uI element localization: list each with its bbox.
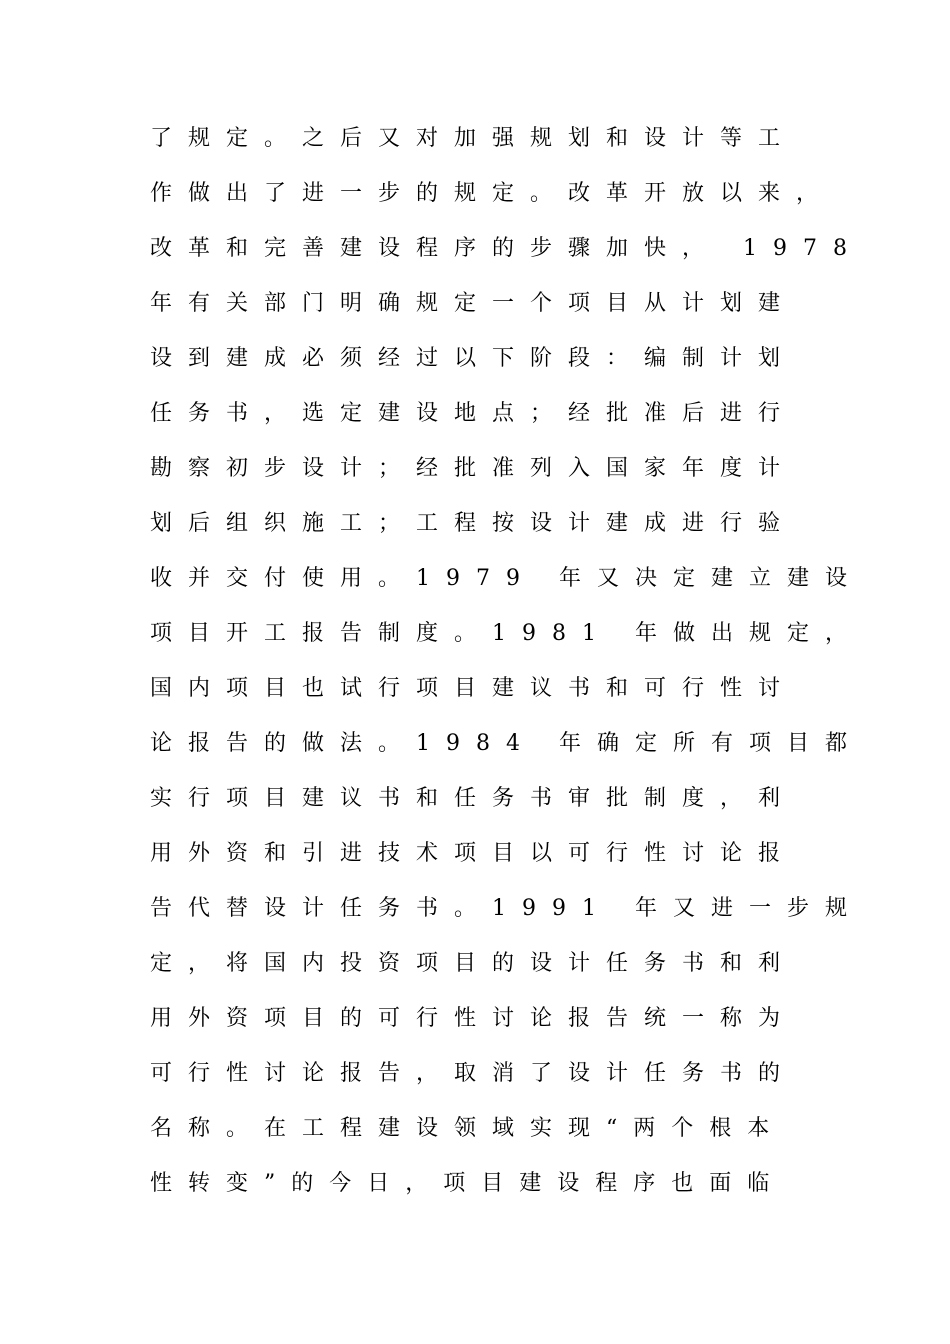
text-line: 实行项目建议书和任务书审批制度，利 bbox=[150, 786, 797, 811]
text-line: 作做出了进一步的规定。改革开放以来， bbox=[150, 181, 835, 206]
text-line: 性转变”的今日，项目建设程序也面临 bbox=[150, 1171, 786, 1196]
text-line: 设到建成必须经过以下阶段：编制计划 bbox=[150, 346, 797, 371]
text-line: 定，将国内投资项目的设计任务书和利 bbox=[150, 951, 797, 976]
text-line: 项目开工报告制度。1981 年做出规定， bbox=[150, 621, 863, 646]
text-line: 年有关部门明确规定一个项目从计划建 bbox=[150, 291, 797, 316]
text-line: 用外资和引进技术项目以可行性讨论报 bbox=[150, 841, 797, 866]
text-line: 国内项目也试行项目建议书和可行性讨 bbox=[150, 676, 797, 701]
text-line: 告代替设计任务书。1991 年又进一步规 bbox=[150, 896, 863, 921]
text-line: 勘察初步设计；经批准列入国家年度计 bbox=[150, 456, 797, 481]
text-line: 用外资项目的可行性讨论报告统一称为 bbox=[150, 1006, 797, 1031]
body-text bbox=[150, 111, 863, 1211]
text-line: 名称。在工程建设领域实现“两个根本 bbox=[150, 1116, 786, 1141]
text-line: 收并交付使用。1979 年又决定建立建设 bbox=[150, 566, 863, 591]
text-line: 可行性讨论报告，取消了设计任务书的 bbox=[150, 1061, 797, 1086]
text-line: 了规定。之后又对加强规划和设计等工 bbox=[150, 126, 797, 151]
text-line: 论报告的做法。1984 年确定所有项目都 bbox=[150, 731, 863, 756]
text-line: 划后组织施工；工程按设计建成进行验 bbox=[150, 511, 797, 536]
text-line: 改革和完善建设程序的步骤加快， 1978 bbox=[150, 236, 863, 261]
text-line: 任务书，选定建设地点；经批准后进行 bbox=[150, 401, 797, 426]
